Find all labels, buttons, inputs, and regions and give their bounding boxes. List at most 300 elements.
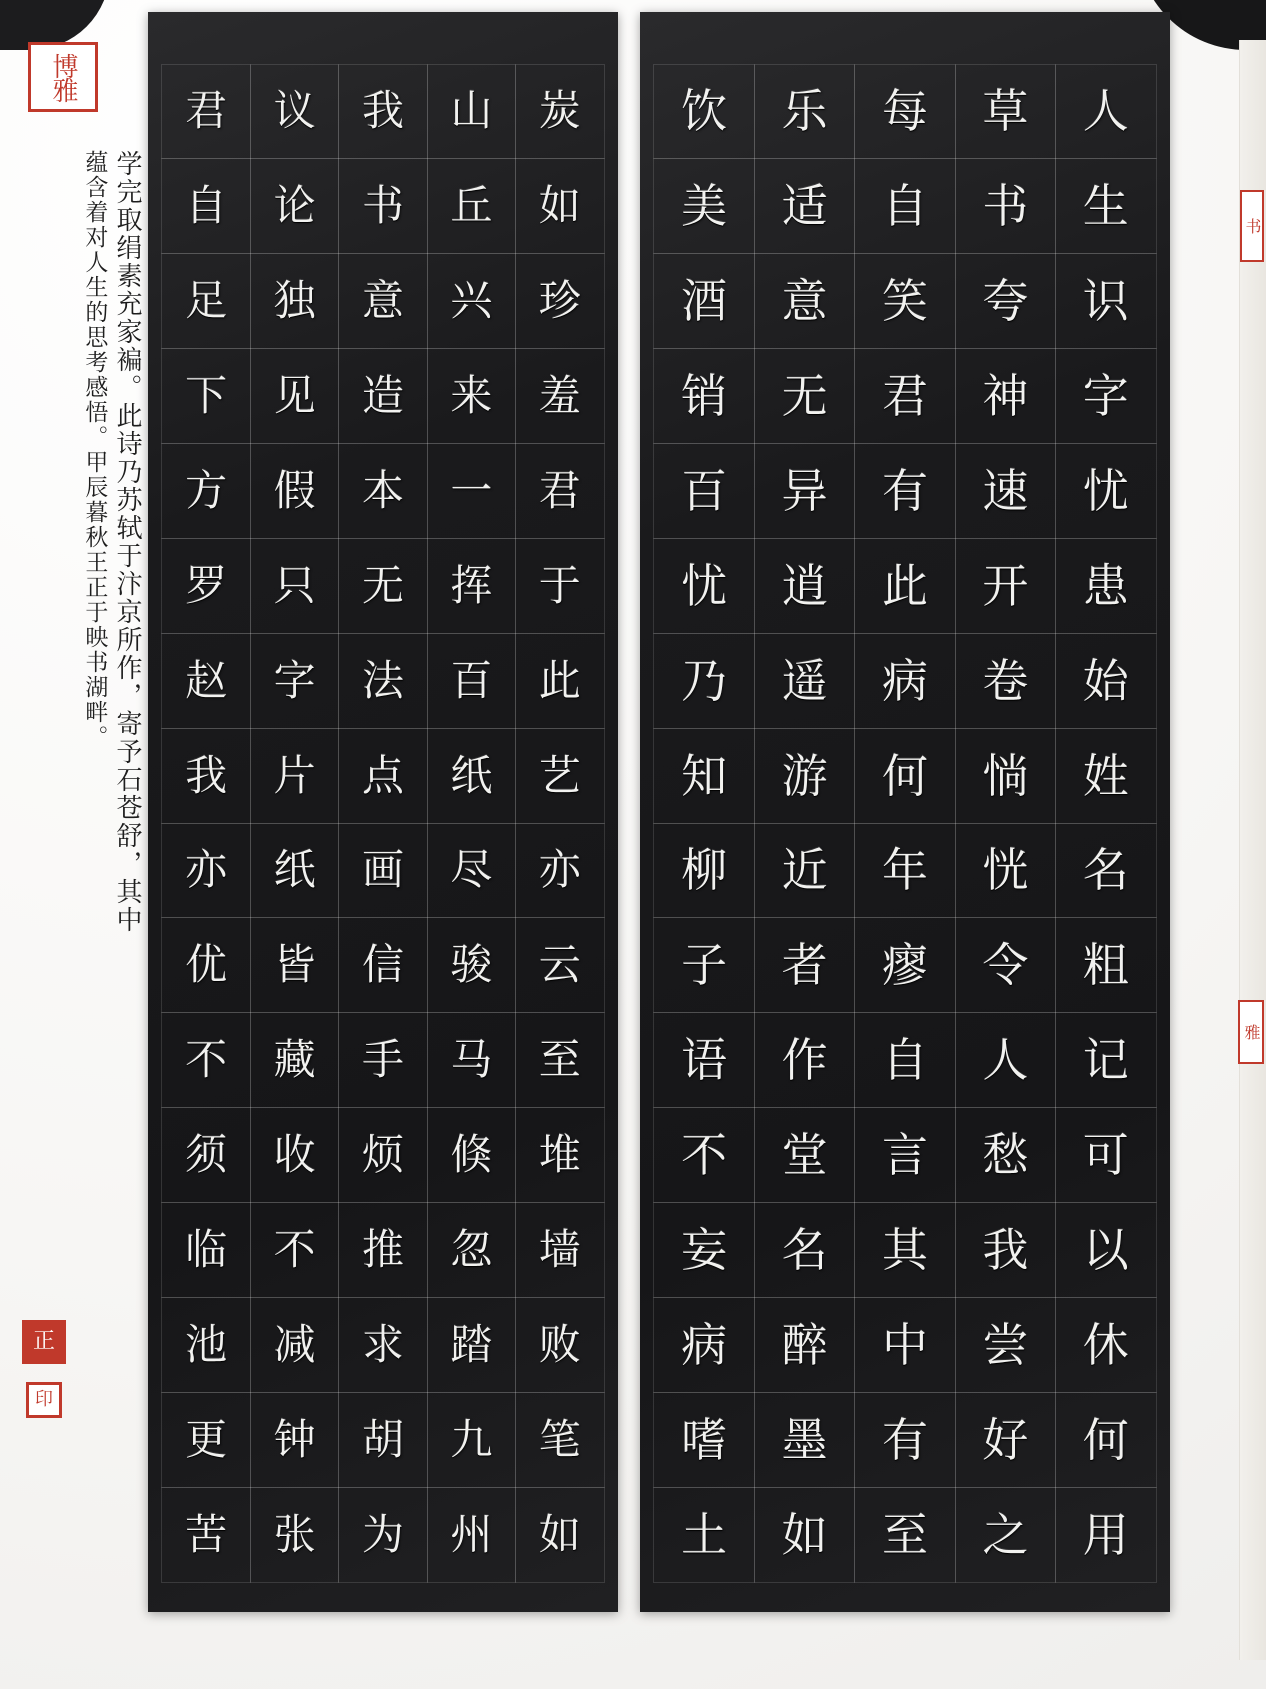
character-glyph: 来 [450,371,493,421]
character-glyph: 卷 [982,653,1029,708]
character-cell [515,633,604,729]
colophon-column-1: 学完取绢素充家褊。此诗乃苏轼于汴京所作，寄予石苍舒，其中 [112,150,142,934]
character-glyph: 书 [361,181,404,231]
character-glyph: 点 [361,750,404,800]
character-cell [854,64,955,160]
character-cell [854,1297,955,1393]
character-glyph: 足 [185,276,228,326]
character-glyph: 优 [185,940,228,990]
character-cell [161,1392,250,1488]
character-glyph: 罗 [185,560,228,610]
character-glyph: 兴 [450,276,493,326]
character-cell [338,253,427,349]
character-glyph: 墙 [538,1224,581,1274]
character-glyph: 言 [881,1128,928,1183]
character-glyph: 倏 [450,1130,493,1180]
character-glyph: 无 [361,560,404,610]
character-glyph: 钟 [273,1414,316,1464]
character-cell [161,158,250,254]
character-glyph: 逍 [781,558,828,613]
character-cell [653,1012,754,1108]
character-glyph: 意 [361,276,404,326]
character-glyph: 人 [1082,84,1129,139]
character-cell [1055,64,1156,160]
character-cell [1055,823,1156,919]
character-cell [653,633,754,729]
character-glyph: 用 [1082,1507,1129,1562]
character-cell [1055,253,1156,349]
character-glyph: 乃 [681,653,728,708]
character-cell [250,1202,339,1298]
character-glyph: 挥 [450,560,493,610]
character-glyph: 开 [982,558,1029,613]
character-glyph: 夸 [982,274,1029,329]
character-glyph: 记 [1082,1033,1129,1088]
character-glyph: 假 [273,465,316,515]
character-glyph: 皆 [273,940,316,990]
character-cell [427,1107,516,1203]
character-glyph: 赵 [185,655,228,705]
character-glyph: 一 [450,465,493,515]
character-column [250,64,338,1582]
character-glyph: 只 [273,560,316,610]
character-cell [754,1012,855,1108]
character-cell [653,1297,754,1393]
character-glyph: 粗 [1082,938,1129,993]
character-glyph: 如 [538,181,581,231]
character-cell [161,1202,250,1298]
character-glyph: 饮 [681,84,728,139]
character-cell [250,158,339,254]
seal-right-upper: 书 [1240,190,1264,262]
character-cell [653,348,754,444]
character-glyph: 其 [881,1222,928,1277]
character-cell [955,443,1056,539]
character-glyph: 烦 [361,1130,404,1180]
character-glyph: 下 [185,371,228,421]
character-glyph: 遥 [781,653,828,708]
character-glyph: 病 [681,1317,728,1372]
seal-low: 印 [26,1382,62,1418]
character-glyph: 更 [185,1414,228,1464]
character-glyph: 我 [982,1222,1029,1277]
character-cell [427,633,516,729]
character-glyph: 法 [361,655,404,705]
character-cell [955,1297,1056,1393]
calligraphy-panel-left [148,12,618,1612]
character-cell [955,1202,1056,1298]
character-cell [427,64,516,160]
character-glyph: 可 [1082,1128,1129,1183]
character-glyph: 云 [538,940,581,990]
character-cell [250,823,339,919]
character-cell [854,1012,955,1108]
character-cell [161,1107,250,1203]
character-cell [1055,1392,1156,1488]
character-cell [515,1297,604,1393]
character-cell [427,823,516,919]
character-glyph: 方 [185,465,228,515]
character-cell [754,917,855,1013]
character-glyph: 年 [881,843,928,898]
character-cell [161,348,250,444]
seal-top: 博雅 [28,42,98,112]
character-cell [338,348,427,444]
character-cell [161,253,250,349]
character-cell [427,1012,516,1108]
character-column [855,64,955,1582]
character-cell [854,1392,955,1488]
character-cell [515,443,604,539]
character-cell [1055,158,1156,254]
character-cell [653,823,754,919]
character-cell [1055,1012,1156,1108]
character-column [162,64,250,1582]
character-cell [250,1297,339,1393]
character-cell [427,1487,516,1583]
character-cell [1055,917,1156,1013]
character-glyph: 人 [982,1033,1029,1088]
character-cell [427,253,516,349]
character-cell [955,917,1056,1013]
character-glyph: 片 [273,750,316,800]
character-glyph: 百 [450,655,493,705]
character-cell [338,538,427,634]
character-glyph: 至 [538,1035,581,1085]
character-cell [515,1202,604,1298]
character-glyph: 艺 [538,750,581,800]
character-glyph: 此 [881,558,928,613]
character-glyph: 每 [881,84,928,139]
character-cell [653,1107,754,1203]
character-glyph: 速 [982,463,1029,518]
character-glyph: 亦 [185,845,228,895]
character-glyph: 子 [681,938,728,993]
character-glyph: 草 [982,84,1029,139]
character-cell [955,1012,1056,1108]
character-cell [854,1487,955,1583]
character-cell [338,64,427,160]
character-cell [955,538,1056,634]
character-column [516,64,604,1582]
character-glyph: 造 [361,371,404,421]
character-cell [754,1202,855,1298]
character-cell [854,917,955,1013]
character-glyph: 生 [1082,179,1129,234]
character-cell [1055,1297,1156,1393]
character-glyph: 异 [781,463,828,518]
character-glyph: 尽 [450,845,493,895]
character-cell [1055,1107,1156,1203]
character-cell [427,158,516,254]
character-glyph: 须 [185,1130,228,1180]
character-glyph: 手 [361,1035,404,1085]
character-glyph: 不 [681,1128,728,1183]
character-glyph: 神 [982,369,1029,424]
character-cell [955,158,1056,254]
character-cell [515,64,604,160]
character-cell [427,728,516,824]
character-glyph: 令 [982,938,1029,993]
character-cell [955,728,1056,824]
character-cell [250,633,339,729]
character-cell [250,1392,339,1488]
right-edge-paper-strip [1239,40,1266,1660]
character-cell [1055,443,1156,539]
character-cell [1055,1202,1156,1298]
character-cell [854,158,955,254]
character-glyph: 堆 [538,1130,581,1180]
character-cell [515,728,604,824]
character-cell [338,917,427,1013]
character-glyph: 病 [881,653,928,708]
character-glyph: 山 [450,86,493,136]
character-cell [161,64,250,160]
character-cell [515,823,604,919]
character-cell [754,1297,855,1393]
character-glyph: 自 [185,181,228,231]
character-glyph: 我 [185,750,228,800]
character-glyph: 议 [273,86,316,136]
character-glyph: 休 [1082,1317,1129,1372]
character-glyph: 者 [781,938,828,993]
character-cell [515,253,604,349]
character-glyph: 张 [273,1509,316,1559]
character-cell [427,1297,516,1393]
character-glyph: 愁 [982,1128,1029,1183]
character-cell [161,443,250,539]
character-glyph: 瘳 [881,938,928,993]
character-glyph: 骏 [450,940,493,990]
colophon-column-2: 蕴含着对人生的思考感悟。甲辰暮秋王正于映书湖畔。 [81,150,108,750]
character-cell [161,1297,250,1393]
character-glyph: 百 [681,463,728,518]
seal-mid: 正 [22,1320,66,1364]
character-cell [250,1107,339,1203]
character-glyph: 本 [361,465,404,515]
colophon-inscription [10,150,142,1330]
character-glyph: 乐 [781,84,828,139]
character-cell [1055,538,1156,634]
seal-right-lower: 雅 [1238,1000,1264,1064]
character-cell [653,1202,754,1298]
character-cell [427,917,516,1013]
character-glyph: 作 [781,1033,828,1088]
character-cell [754,1107,855,1203]
character-cell [955,1107,1056,1203]
character-cell [955,64,1056,160]
character-cell [338,443,427,539]
character-cell [338,1202,427,1298]
character-cell [754,253,855,349]
character-glyph: 笔 [538,1414,581,1464]
character-cell [338,158,427,254]
character-glyph: 不 [185,1035,228,1085]
character-glyph: 亦 [538,845,581,895]
character-glyph: 为 [361,1509,404,1559]
character-cell [515,917,604,1013]
character-glyph: 推 [361,1224,404,1274]
character-cell [955,1392,1056,1488]
character-glyph: 自 [881,1033,928,1088]
character-glyph: 以 [1082,1222,1129,1277]
character-cell [754,728,855,824]
character-glyph: 独 [273,276,316,326]
character-glyph: 胡 [361,1414,404,1464]
character-cell [427,443,516,539]
character-cell [854,538,955,634]
character-glyph: 姓 [1082,748,1129,803]
character-cell [250,1487,339,1583]
character-glyph: 有 [881,1412,928,1467]
character-cell [1055,633,1156,729]
character-cell [515,538,604,634]
character-cell [515,1107,604,1203]
character-glyph: 信 [361,940,404,990]
character-glyph: 论 [273,181,316,231]
character-cell [427,538,516,634]
character-glyph: 患 [1082,558,1129,613]
character-cell [161,1012,250,1108]
character-cell [250,917,339,1013]
character-glyph: 酒 [681,274,728,329]
character-glyph: 好 [982,1412,1029,1467]
character-glyph: 临 [185,1224,228,1274]
character-glyph: 始 [1082,653,1129,708]
character-glyph: 于 [538,560,581,610]
character-glyph: 书 [982,179,1029,234]
character-glyph: 何 [881,748,928,803]
character-glyph: 踏 [450,1319,493,1369]
character-cell [515,1012,604,1108]
character-glyph: 名 [781,1222,828,1277]
character-cell [161,823,250,919]
character-cell [515,348,604,444]
character-cell [338,1487,427,1583]
character-cell [338,1297,427,1393]
character-glyph: 柳 [681,843,728,898]
character-glyph: 惝 [982,748,1029,803]
character-glyph: 忧 [1082,463,1129,518]
character-glyph: 字 [273,655,316,705]
character-cell [653,64,754,160]
character-cell [653,1392,754,1488]
character-cell [161,538,250,634]
character-cell [338,1107,427,1203]
character-glyph: 见 [273,371,316,421]
character-cell [955,823,1056,919]
character-glyph: 有 [881,463,928,518]
character-glyph: 不 [273,1224,316,1274]
character-cell [338,728,427,824]
character-cell [754,348,855,444]
character-cell [653,443,754,539]
character-glyph: 妄 [681,1222,728,1277]
character-cell [1055,348,1156,444]
character-cell [338,823,427,919]
character-cell [427,348,516,444]
character-cell [338,1012,427,1108]
character-cell [161,917,250,1013]
character-glyph: 池 [185,1319,228,1369]
character-glyph: 何 [1082,1412,1129,1467]
character-cell [754,64,855,160]
character-glyph: 如 [781,1507,828,1562]
character-glyph: 知 [681,748,728,803]
character-glyph: 恍 [982,843,1029,898]
character-cell [854,823,955,919]
character-cell [250,253,339,349]
character-cell [250,728,339,824]
character-cell [854,1107,955,1203]
character-glyph: 墨 [781,1412,828,1467]
character-cell [515,1392,604,1488]
character-glyph: 嗜 [681,1412,728,1467]
character-cell [653,1487,754,1583]
calligraphy-panel-right [640,12,1170,1612]
character-column [427,64,515,1582]
character-cell [250,348,339,444]
character-glyph: 苦 [185,1509,228,1559]
character-column [955,64,1055,1582]
character-cell [653,917,754,1013]
character-column [654,64,754,1582]
character-glyph: 游 [781,748,828,803]
character-glyph: 州 [450,1509,493,1559]
character-cell [161,1487,250,1583]
character-cell [515,158,604,254]
character-cell [653,158,754,254]
character-cell [250,443,339,539]
character-glyph: 意 [781,274,828,329]
character-cell [955,348,1056,444]
character-glyph: 醉 [781,1317,828,1372]
character-cell [754,443,855,539]
character-glyph: 求 [361,1319,404,1369]
character-grid-right [654,64,1156,1582]
character-cell [161,633,250,729]
character-cell [250,64,339,160]
character-glyph: 败 [538,1319,581,1369]
character-cell [1055,1487,1156,1583]
character-glyph: 如 [538,1509,581,1559]
character-glyph: 至 [881,1507,928,1562]
character-glyph: 名 [1082,843,1129,898]
character-glyph: 藏 [273,1035,316,1085]
character-glyph: 近 [781,843,828,898]
character-glyph: 识 [1082,274,1129,329]
character-glyph: 君 [538,465,581,515]
character-glyph: 尝 [982,1317,1029,1372]
character-cell [754,1392,855,1488]
character-glyph: 字 [1082,369,1129,424]
character-cell [754,823,855,919]
character-glyph: 珍 [538,276,581,326]
character-cell [754,633,855,729]
character-glyph: 减 [273,1319,316,1369]
character-glyph: 我 [361,86,404,136]
character-cell [854,348,955,444]
character-cell [653,253,754,349]
character-glyph: 炭 [538,86,581,136]
character-glyph: 马 [450,1035,493,1085]
character-glyph: 中 [881,1317,928,1372]
character-glyph: 羞 [538,371,581,421]
character-cell [653,728,754,824]
character-cell [854,633,955,729]
character-glyph: 土 [681,1507,728,1562]
character-cell [338,633,427,729]
